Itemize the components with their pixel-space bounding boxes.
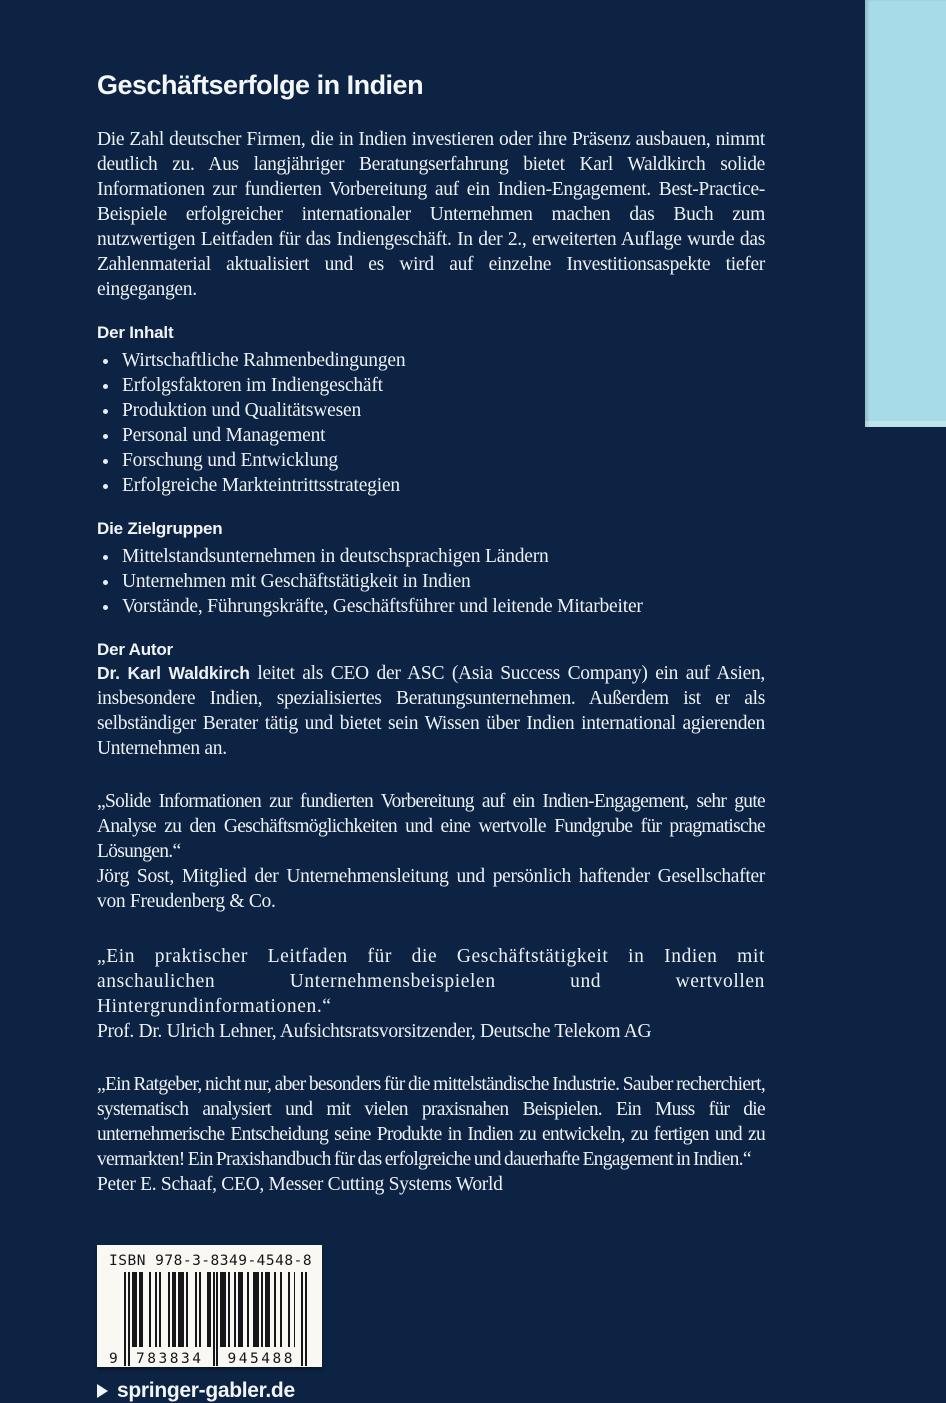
quote-text: „Ein praktischer Leitfaden für die Geschäftstätigkeit in Indien mit anschaulichen Unternehmensbeispielen und wertvollen Hintergrundinformationen.“ [97, 946, 765, 1017]
isbn-barcode [97, 1245, 322, 1367]
quote-text: „Ein Ratgeber, nicht nur, aber besonders für die mittelständische Industrie. Sauber recherchiert, systematisch analysiert und mit vielen praxisnahen Beispielen. Ein Muss für die unternehmerische Entscheidung seine Produkte in Indien zu entwickeln, zu fertigen und zu vermarkten! Ein Praxishandbuch für das erfolgreiche und dauerhafte Engagement in Indien.“ [97, 1074, 765, 1170]
list-item [97, 373, 765, 398]
barcode-bar [159, 1272, 161, 1347]
barcode-bar [288, 1272, 290, 1347]
bullet-icon [103, 580, 108, 585]
list-item [97, 398, 765, 423]
quote-attribution: Prof. Dr. Ulrich Lehner, Aufsichtsratsvorsitzender, Deutsche Telekom AG [97, 1021, 652, 1042]
list-item-label: Vorstände, Führungskräfte, Geschäftsführer und leitende Mitarbeiter [122, 596, 643, 617]
barcode-bar [178, 1272, 184, 1347]
barcode-bar [261, 1272, 263, 1347]
list-item-label: Mittelstandsunternehmen in deutschsprachigen Ländern [122, 546, 549, 567]
intro-paragraph: Die Zahl deutscher Firmen, die in Indien investieren oder ihre Präsenz ausbauen, nimmt deutlich zu. Aus langjähriger Beratungserfahrung bietet Karl Waldkirch solide Informationen zur fundierten Vorbereitung auf ein Indien-Engagement. Best-Practice-Beispiele erfolgreicher internationaler Unternehmen machen das Buch zum nutzwertigen Leitfaden für das Indiengeschäft. In der 2., erweiterten Auflage wurde das Zahlenmaterial aktualisiert und es wird auf einzelne Investitionsaspekte tiefer eingegangen. [97, 129, 765, 300]
bullet-icon [103, 605, 108, 610]
barcode-area [109, 1272, 310, 1366]
quote-block [97, 1072, 765, 1197]
zielgruppen-list [97, 544, 765, 619]
quote-block [97, 789, 765, 914]
barcode-bar [234, 1272, 236, 1347]
inhalt-list [97, 348, 765, 498]
section-heading-inhalt: Der Inhalt [97, 323, 174, 342]
barcode-bar [199, 1272, 201, 1347]
list-item [97, 423, 765, 448]
author-bio: leitet als CEO der ASC (Asia Success Company) ein auf Asien, insbesondere Indien, spezialisiertes Beratungsunternehmen. Außerdem ist er als selbständiger Berater tätig und bietet sein Wissen über Indien international agierenden Unternehmen an. [97, 663, 765, 759]
list-item-label: Erfolgreiche Markteintrittsstrategien [122, 475, 400, 496]
quote-attribution: Jörg Sost, Mitglied der Unternehmensleitung und persönlich haftender Gesellschafter von Freudenberg & Co. [97, 866, 765, 912]
list-item-label: Forschung und Entwicklung [122, 450, 338, 471]
bullet-icon [103, 555, 108, 560]
barcode-bar [265, 1272, 271, 1347]
arrow-right-icon [97, 1384, 108, 1398]
barcode-bar [132, 1272, 138, 1347]
list-item-label: Personal und Management [122, 425, 326, 446]
list-item [97, 544, 765, 569]
list-item-label: Produktion und Qualitätswesen [122, 400, 362, 421]
barcode-bar [228, 1272, 230, 1347]
list-item [97, 569, 765, 594]
quote-block [97, 944, 765, 1044]
author-name: Dr. Karl Waldkirch [97, 663, 250, 683]
barcode-bar [168, 1272, 170, 1347]
bullet-icon [103, 359, 108, 364]
publisher-site-row [97, 1379, 765, 1403]
list-item [97, 473, 765, 498]
barcode-bar [274, 1272, 276, 1347]
quote-text: „Solide Informationen zur fundierten Vorbereitung auf ein Indien-Engagement, sehr gute Analyse zu den Geschäftsmöglichkeiten und eine wertvolle Fundgrube für pragmatische Lösungen.“ [97, 791, 765, 862]
list-item-label: Unternehmen mit Geschäftstätigkeit in Indien [122, 571, 471, 592]
isbn-label: ISBN 978-3-8349-4548-8 [109, 1253, 313, 1269]
bullet-icon [103, 459, 108, 464]
barcode-bar [172, 1272, 176, 1347]
bullet-icon [103, 409, 108, 414]
page-title: Geschäftserfolge in Indien [97, 70, 424, 100]
list-item-label: Wirtschaftliche Rahmenbedingungen [122, 350, 406, 371]
barcode-bar [294, 1272, 296, 1347]
barcode-bar [247, 1272, 249, 1347]
bullet-icon [103, 484, 108, 489]
list-item [97, 348, 765, 373]
publisher-website: springer-gabler.de [117, 1379, 295, 1402]
barcode-digit-group: 945488 [227, 1351, 295, 1367]
barcode-bar [139, 1272, 143, 1347]
barcode-bar [253, 1272, 259, 1347]
bullet-icon [103, 384, 108, 389]
quote-attribution: Peter E. Schaaf, CEO, Messer Cutting Systems World [97, 1174, 503, 1195]
barcode-bar [155, 1272, 157, 1347]
barcode-bar [186, 1272, 188, 1347]
barcode-digit-lead: 9 [109, 1351, 118, 1367]
accent-panel [865, 0, 946, 427]
barcode-bar [195, 1272, 197, 1347]
list-item [97, 594, 765, 619]
section-heading-autor: Der Autor [97, 640, 173, 659]
list-item-label: Erfolgsfaktoren im Indiengeschäft [122, 375, 383, 396]
barcode-bar [149, 1272, 151, 1347]
barcode-bar [220, 1272, 226, 1347]
barcode-digit-group: 783834 [136, 1351, 204, 1367]
bullet-icon [103, 434, 108, 439]
section-heading-zielgruppen: Die Zielgruppen [97, 519, 223, 538]
barcode-bar [280, 1272, 282, 1347]
barcode-bar [207, 1272, 211, 1347]
barcode-bar [238, 1272, 244, 1347]
back-cover-content [97, 0, 765, 1403]
list-item [97, 448, 765, 473]
author-paragraph [97, 661, 765, 761]
